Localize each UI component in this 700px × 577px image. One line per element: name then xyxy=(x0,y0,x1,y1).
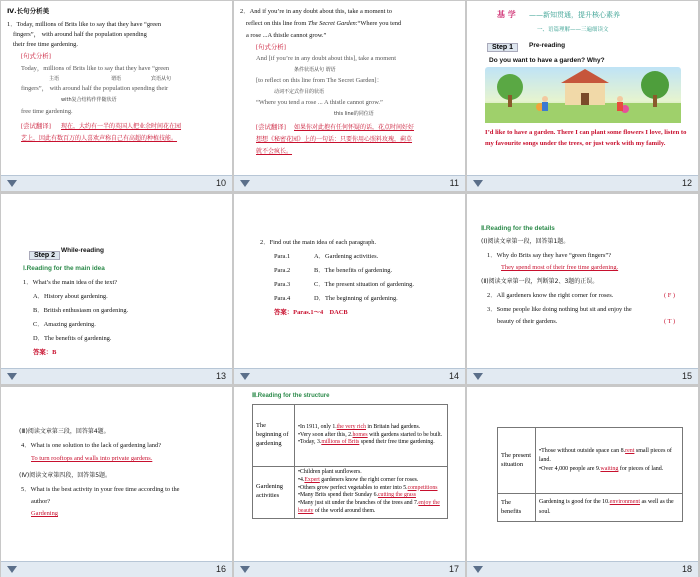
slide-15[interactable] xyxy=(467,194,698,384)
slide-footer xyxy=(1,175,232,191)
slide-12[interactable] xyxy=(467,1,698,191)
annotation: 宾语从句 xyxy=(151,76,172,82)
analysis-tag: [句式分析] xyxy=(256,44,286,51)
structure-table xyxy=(497,427,683,522)
question: Do you want to have a garden? Why? xyxy=(489,57,605,64)
annotation: 动词不定式作目的状语 xyxy=(274,89,325,95)
instruction: (Ⅰ)阅读文章第一段，回答第1题。 xyxy=(481,238,570,245)
slide-17[interactable] xyxy=(234,387,465,577)
sentence-line: reflect on this line from The Secret Garden:“Where you tend xyxy=(246,20,402,27)
page-number: 16 xyxy=(215,564,226,574)
table-row xyxy=(253,405,448,467)
para-option: A．Gardening activities. xyxy=(314,253,379,260)
answer: 答案：B xyxy=(33,349,57,356)
row-body: •Children plant sunflowers. •4.Expert gardeners know the right corner for roses. •Others grow perfect vegetables to enter into 5.competitions •Many Brits spend their Sunday 6.cutting the grass •Many just sit under the branches of the trees and 7.enjoy the beauty of the world around them. xyxy=(295,467,448,519)
nav-arrow-icon xyxy=(473,373,483,380)
question: 2．Find out the main idea of each paragraph. xyxy=(260,239,377,246)
slide-16[interactable] xyxy=(1,387,232,577)
analysis-line: “Where you tend a rose ... A thistle cannot grow.” xyxy=(256,99,383,106)
analysis-line: Today，millions of Brits like to say that they have “green xyxy=(21,65,170,72)
para-label: Para.3 xyxy=(274,281,291,288)
slide-footer xyxy=(467,175,698,191)
nav-arrow-icon xyxy=(240,180,250,187)
question: 1．Why do Brits say they have “green fingers”? xyxy=(487,252,612,259)
section-title: Ⅱ.Reading for the details xyxy=(481,225,555,232)
annotation: 谓语 xyxy=(111,76,122,82)
banner-subtitle: ——新知贯通，提升核心素养 xyxy=(529,11,620,19)
slide-18[interactable] xyxy=(467,387,698,577)
table-row xyxy=(498,428,683,494)
page-number: 17 xyxy=(448,564,459,574)
annotation: this line的同位语 xyxy=(334,111,374,117)
instruction: (Ⅱ)阅读文章第一段，判断第2、3题的正误。 xyxy=(481,278,599,285)
row-head: The beginning of gardening xyxy=(253,405,295,467)
para-label: Para.2 xyxy=(274,267,291,274)
question: 3．Some people like doing nothing but sit and enjoy the xyxy=(487,306,632,313)
page-number: 10 xyxy=(215,178,226,188)
step-badge: Step 2 xyxy=(29,251,60,260)
slide-footer xyxy=(1,561,232,577)
annotation: 条件状语从句 谓语 xyxy=(294,67,336,73)
garden-scene-icon xyxy=(485,67,681,123)
nav-arrow-icon xyxy=(473,180,483,187)
analysis-tag: [句式分析] xyxy=(21,53,51,60)
annotation: 主语 xyxy=(49,76,60,82)
structure-table xyxy=(252,404,448,519)
slide-13[interactable] xyxy=(1,194,232,384)
question: 5．What is the best activity in your free time according to the xyxy=(21,486,180,493)
slide-footer xyxy=(234,175,465,191)
step-label: Pre-reading xyxy=(529,42,566,49)
section-title: Ⅰ.Reading for the main idea xyxy=(23,265,105,272)
para-option: D．The beginning of gardening. xyxy=(314,295,398,302)
banner-title: 基 学 xyxy=(497,10,516,19)
answer: They spend most of their free time gardening. xyxy=(501,264,619,271)
nav-arrow-icon xyxy=(7,180,17,187)
nav-arrow-icon xyxy=(240,566,250,573)
sentence-line: 2．And if you’re in any doubt about this, take a moment to xyxy=(240,8,392,15)
option: C．Amazing gardening. xyxy=(33,321,96,328)
analysis-line: [to reflect on this line from The Secret Garden]： xyxy=(256,77,383,84)
page-number: 18 xyxy=(681,564,692,574)
sample-answer: I’d like to have a garden. There I can plant some flowers I love, listen to my favourite songs under the trees, or just work with my family. xyxy=(485,129,687,147)
row-head: The benefits xyxy=(498,494,536,522)
question: beauty of their gardens. xyxy=(497,318,558,325)
annotation: with复合结构作伴随状语 xyxy=(61,97,117,103)
page-number: 12 xyxy=(681,178,692,188)
page-number: 13 xyxy=(215,371,226,381)
row-head: Gardening activities xyxy=(253,467,295,519)
translation-text: 想想《秘密花园》上的一句话：只要你用心照料玫瑰，蓟草 xyxy=(256,136,413,143)
sentence-line: fingers”， with around half the population spending xyxy=(13,31,147,38)
analysis-line: free time gardening. xyxy=(21,108,73,115)
slide-footer xyxy=(234,368,465,384)
table-row xyxy=(253,467,448,519)
translation-tag: [尝试翻译] xyxy=(21,123,51,130)
option: B．British enthusiasm on gardening. xyxy=(33,307,129,314)
row-body: •Those without outside space can 8.rent small pieces of land. •Over 4,000 people are 9.waiting for pieces of land. xyxy=(536,428,683,494)
step-label: While-reading xyxy=(61,247,104,254)
para-label: Para.4 xyxy=(274,295,291,302)
instruction: (Ⅳ)阅读文章第四段，回答第5题。 xyxy=(19,472,112,479)
question: 2．All gardeners know the right corner for roses. xyxy=(487,292,614,299)
nav-arrow-icon xyxy=(7,373,17,380)
answer: ( T ) xyxy=(664,318,676,325)
para-option: C．The present situation of gardening. xyxy=(314,281,414,288)
section-title: Ⅲ.Reading for the structure xyxy=(252,393,330,399)
answer: 答案：Paras.1～4 DACB xyxy=(274,309,348,316)
sentence-line: a rose ...A thistle cannot grow.” xyxy=(246,32,327,39)
answer: Gardening xyxy=(31,510,58,517)
translation-text: 艺上，因此有数百万的人喜欢声称自己有高超的种植技能。 xyxy=(21,135,178,142)
sentence-line: 1．Today, millions of Brits like to say that they have “green xyxy=(7,21,162,28)
section-heading: Ⅳ.长句分析美 xyxy=(7,7,50,15)
banner-sub: 一、语篇理解——三遍细读文 xyxy=(537,27,609,33)
sentence-line: their free time gardening. xyxy=(13,41,78,48)
table-row xyxy=(498,494,683,522)
page-number: 15 xyxy=(681,371,692,381)
row-head: The present situation xyxy=(498,428,536,494)
slide-footer xyxy=(467,368,698,384)
slide-10[interactable] xyxy=(1,1,232,191)
translation-text: 如果你对此抱有任何怀疑的话，花点时间好好 xyxy=(294,124,415,131)
analysis-line: fingers”， with around half the population spending their xyxy=(21,85,169,92)
slide-footer xyxy=(467,561,698,577)
slide-11[interactable] xyxy=(234,1,465,191)
answer: ( F ) xyxy=(664,292,676,299)
garden-illustration xyxy=(485,67,681,123)
row-body: •In 1911, only 1.the very rich in Britain had gardens. •Very soon after this, 2.homes with gardens started to be built. •Today, 3.millions of Brits spend their free time gardening. xyxy=(295,405,448,467)
nav-arrow-icon xyxy=(473,566,483,573)
question: 4．What is one solution to the lack of gardening land? xyxy=(21,442,162,449)
slide-footer xyxy=(1,368,232,384)
nav-arrow-icon xyxy=(240,373,250,380)
nav-arrow-icon xyxy=(7,566,17,573)
step-badge: Step 1 xyxy=(487,43,518,52)
slide-footer xyxy=(234,561,465,577)
row-body: Gardening is good for the 10.environment as well as the soul. xyxy=(536,494,683,522)
page-number: 14 xyxy=(448,371,459,381)
para-option: B．The benefits of gardening. xyxy=(314,267,393,274)
slide-14[interactable] xyxy=(234,194,465,384)
option: D．The benefits of gardening. xyxy=(33,335,112,342)
page-number: 11 xyxy=(449,178,459,188)
translation-tag: [尝试翻译] xyxy=(256,124,286,131)
instruction: (Ⅲ)阅读文章第三段，回答第4题。 xyxy=(19,428,110,435)
translation-text: 现在，大约有一半的英国人把业余时间花在园 xyxy=(61,123,182,130)
question: 1．What’s the main idea of the text? xyxy=(23,279,118,286)
option: A．History about gardening. xyxy=(33,293,108,300)
para-label: Para.1 xyxy=(274,253,291,260)
analysis-line: And [if you’re in any doubt about this], take a moment xyxy=(256,55,397,62)
translation-text: 就不会疯长。 xyxy=(256,148,293,155)
answer: To turn rooftops and walls into private gardens. xyxy=(31,455,153,462)
question: author? xyxy=(31,498,51,505)
